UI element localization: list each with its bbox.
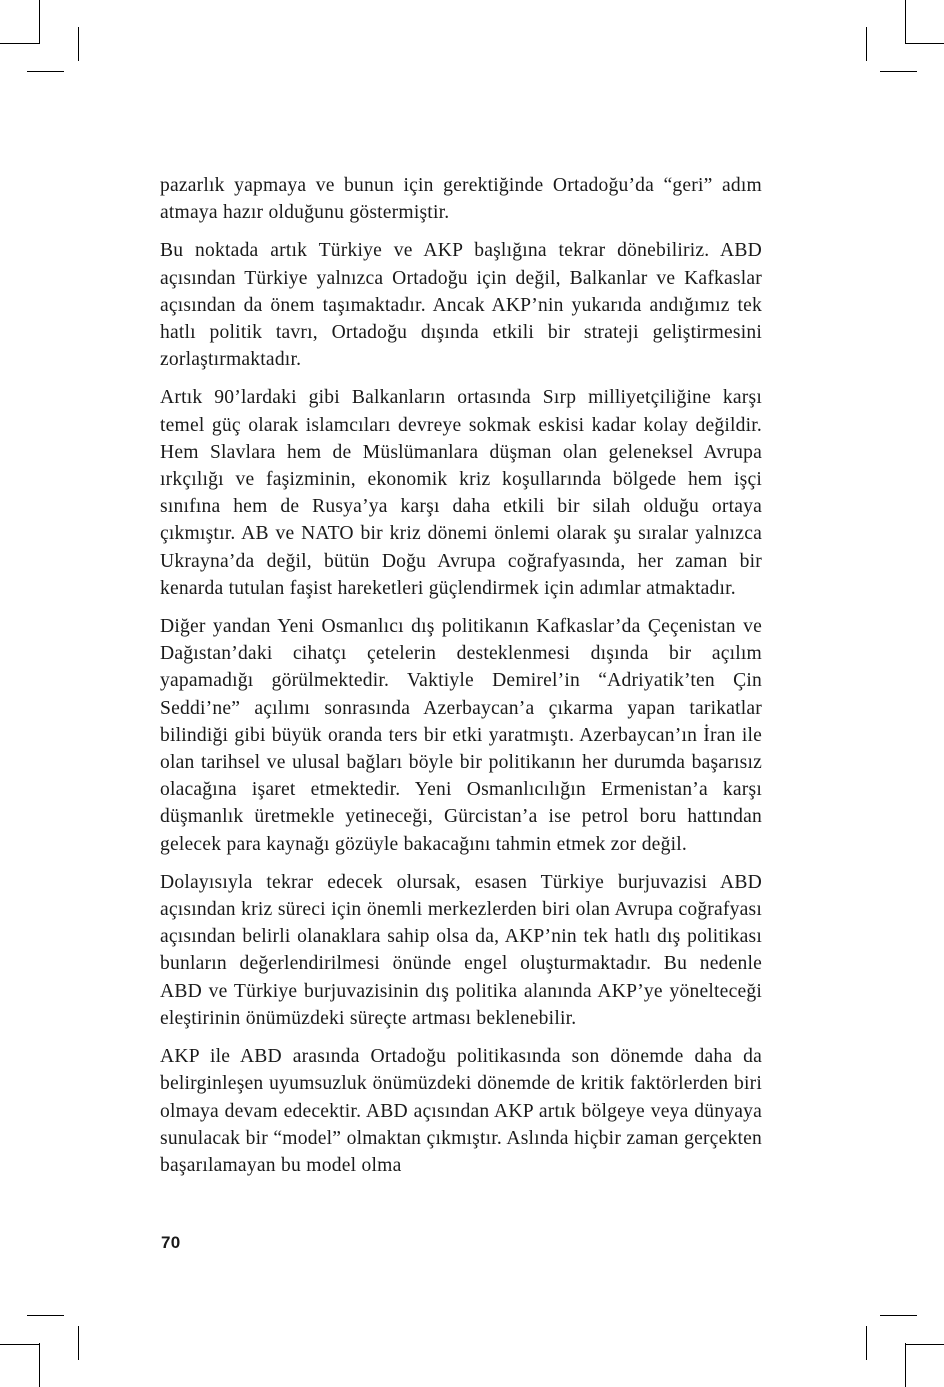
paragraph: AKP ile ABD arasında Ortadoğu politikasında son dönemde daha da belirginleşen uyumsuzluk önümüzdeki dönemde de kritik faktörlerden biri olmaya devam edecektir. ABD açısından AKP artık bölgeye veya dünyaya sunulacak bir “model” olmaktan çıkmıştır. Aslında hiçbir zaman gerçekten başarılamayan bu model olma xyxy=(160,1046,762,1176)
crop-mark-horizontal xyxy=(905,1344,944,1345)
crop-mark-vertical xyxy=(39,1343,40,1387)
crop-mark-horizontal xyxy=(905,43,944,44)
paragraph: Dolayısıyla tekrar edecek olursak, esasen Türkiye burjuvazisi ABD açısından kriz süreci için önemli merkezlerden biri olan Avrupa coğrafyası açısından belirli olanaklara sahip olsa da, AKP’nin tek hatlı dış politikası bunların değerlendirilmesi önünde engel oluşturmaktadır. Bu nedenle ABD ve Türkiye burjuvazisinin dış politika alanında AKP’ye yönelteceği eleştirinin önümüzdeki süreçte artması beklenebilir. xyxy=(160,871,762,1029)
crop-mark-vertical xyxy=(866,27,867,61)
crop-mark-vertical xyxy=(866,1326,867,1360)
paragraph: Artık 90’lardaki gibi Balkanların ortasında Sırp milliyetçiliğine karşı temel güç olarak islamcıları devreye sokmak eskisi kadar kolay değildir. Hem Slavlara hem de Müslümanlara düşman olan geleneksel Avrupa ırkçılığı ve faşizminin, ekonomik kriz koşullarında bölgede hem işçi sınıfına hem de Rusya’ya karşı daha etkili bir silah olduğu ortaya çıkmıştır. AB ve NATO bir kriz dönemi önlemi olarak şu sıralar yalnızca Ukrayna’da değil, bütün Doğu Avrupa coğrafyasında, her zaman bir kenarda tutulan faşist hareketleri güçlendirmek için adımlar atmaktadır. xyxy=(160,387,762,599)
crop-mark-horizontal xyxy=(27,1315,64,1316)
page-number: 70 xyxy=(161,1233,181,1252)
crop-mark-horizontal xyxy=(0,1344,39,1345)
crop-mark-vertical xyxy=(78,1326,79,1360)
crop-mark-vertical xyxy=(905,1343,906,1387)
crop-mark-horizontal xyxy=(880,1315,917,1316)
paragraph: Bu noktada artık Türkiye ve AKP başlığına tekrar dönebiliriz. ABD açısından Türkiye yalnızca Ortadoğu için değil, Balkanlar ve Kafkaslar açısından da önem taşımaktadır. Ancak AKP’nin yukarıda andığımız tek hatlı politik tavrı, Ortadoğu dışında etkili bir strateji geliştirmesini zorlaştırmaktadır. xyxy=(160,240,762,371)
crop-mark-vertical xyxy=(39,0,40,44)
crop-mark-horizontal xyxy=(27,71,64,72)
crop-mark-horizontal xyxy=(880,71,917,72)
crop-mark-vertical xyxy=(905,0,906,44)
paragraph: pazarlık yapmaya ve bunun için gerektiğinde Ortadoğu’da “geri” adım atmaya hazır olduğunu göstermiştir. xyxy=(160,175,762,224)
crop-mark-horizontal xyxy=(0,43,39,44)
body-text-block xyxy=(160,172,762,1179)
crop-mark-vertical xyxy=(78,27,79,61)
paragraph: Diğer yandan Yeni Osmanlıcı dış politikanın Kafkaslar’da Çeçenistan ve Dağıstan’daki cihatçı çetelerin desteklenmesi dışında bir açılım yapamadığı görülmektedir. Vaktiyle Demirel’in “Adriyatik’ten Çin Seddi’ne” açılımı sonrasında Azerbaycan’a çıkarma yapan tarikatlar bilindiği gibi büyük oranda ters bir etki yaratmıştı. Azerbaycan’ın İran ile olan tarihsel ve ulusal bağları böyle bir politikanın her durumda başarısız olacağına işaret etmektedir. Yeni Osmanlıcılığın Ermenistan’a karşı düşmanlık üretmekle yetineceği, Gürcistan’a ise petrol boru hattından gelecek para kaynağı gözüyle bakacağını tahmin etmek zor değil. xyxy=(160,616,762,855)
